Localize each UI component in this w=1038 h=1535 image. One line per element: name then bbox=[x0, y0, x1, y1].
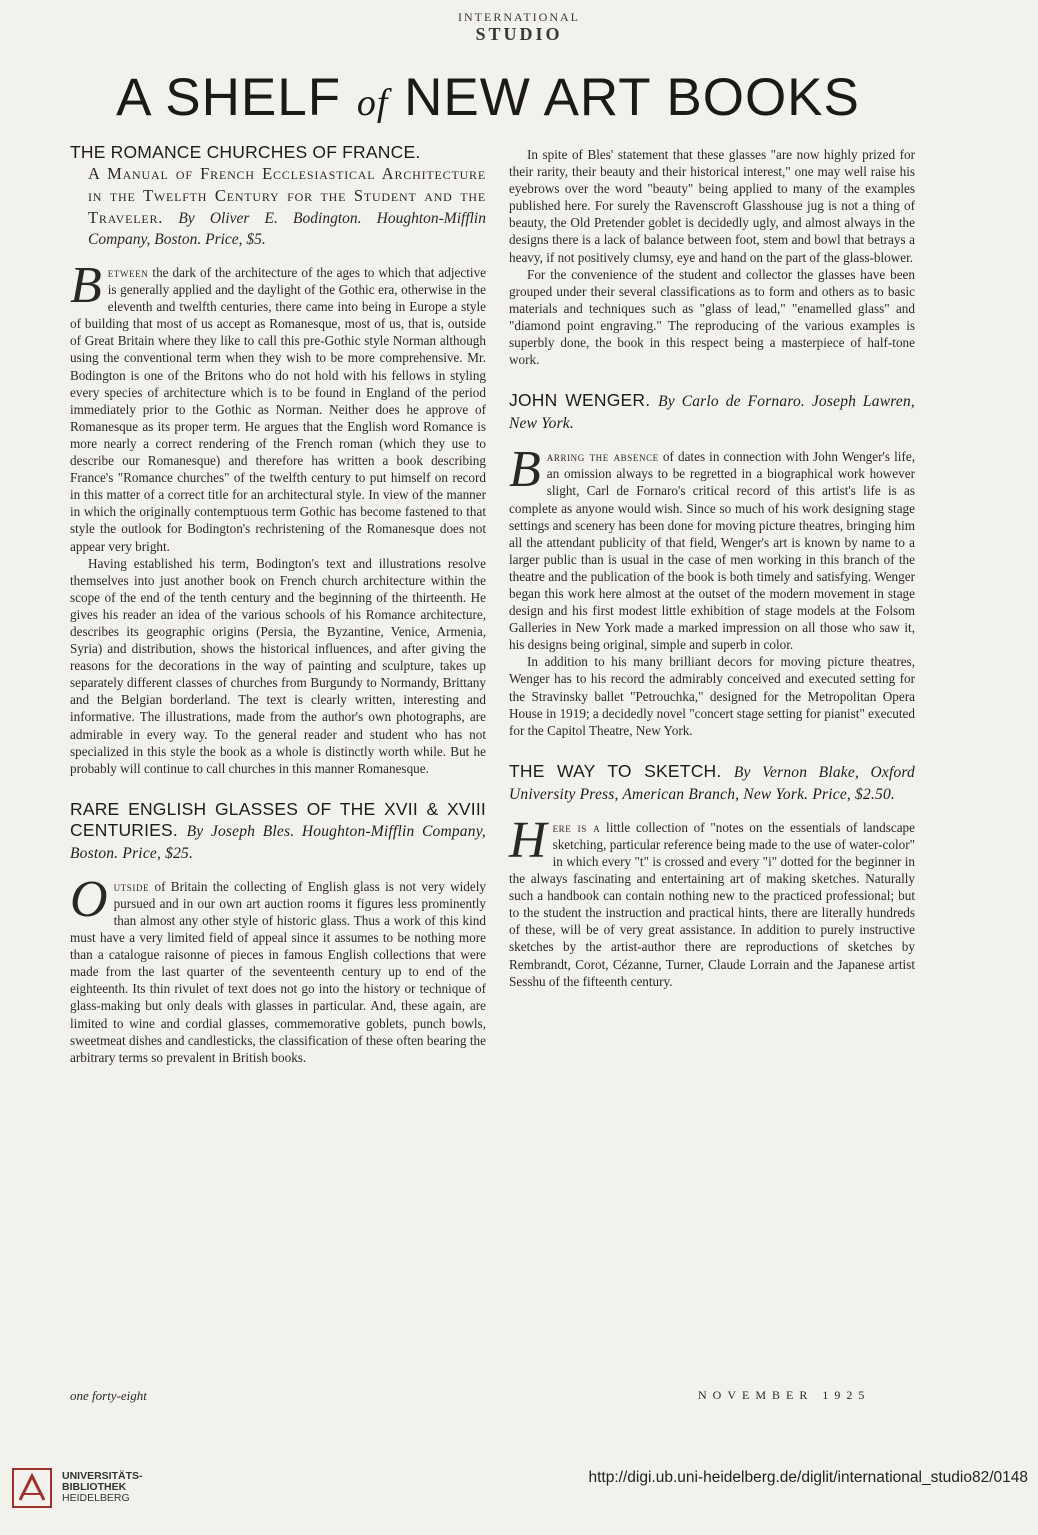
title-of: of bbox=[356, 82, 389, 124]
title-part2: NEW ART BOOKS bbox=[404, 68, 860, 127]
masthead-line1: INTERNATIONAL bbox=[458, 10, 580, 24]
title-part1: A SHELF bbox=[116, 68, 342, 127]
review3-heading: JOHN WENGER. By Carlo de Fornaro. Joseph Lawren, New York. bbox=[509, 390, 915, 433]
review2-byline: By Joseph Bles. Houghton-Mifflin Company, Boston. Price, $25. bbox=[70, 822, 487, 862]
review1-heading: THE ROMANCE CHURCHES OF FRANCE. bbox=[70, 142, 421, 162]
review4-heading: THE WAY TO SKETCH. By Vernon Blake, Oxford University Press, American Branch, New York. Price, $2.50. bbox=[509, 760, 916, 803]
page-number: one forty-eight bbox=[70, 1388, 147, 1403]
review4-byline: By Vernon Blake, Oxford University Press, American Branch, New York. Price, $2.50. bbox=[509, 763, 916, 803]
masthead bbox=[0, 10, 1038, 44]
review3-paragraph1: Barring the absence of dates in connection with John Wenger's life, an omission always to be regretted in a biographical work however slight, Carl de Fornaro's critical record of this artist's life is as complete as anyone would wish. Since so much of his work designing stage settings and scenery has been done for moving picture theatres, bringing him all the attendant publicity of that field, Wenger's art is known by name to a larger public than is usual in the case of men working in this branch of the theatre and the publication of the book is both timely and satisfying. Wenger began this work here almost at the outset of the modern movement in stage design and his first modest little exhibition of stage models at the Folsom Galleries in New York made a marked impression on all those who saw it, his designs being original, simple and superb in color. bbox=[509, 441, 915, 653]
review2-paragraph1: Outside of Britain the collecting of English glass is not very widely pursued and in our own art auction rooms it figures less prominently than almost any other style of historic glass. Thus a work of this kind must have a very limited field of appeal since it assumes to be nothing more than a catalogue raisonne of pieces in famous English collections that were made from the last quarter of the seventeenth century up to end of the eighteenth. Its thin rivulet of text does not go into the history or technique of glass-making but only deals with glasses in particular. And, these again, are limited to wine and cordial glasses, commemorative goblets, punch bowls, sweetmeat dishes and candlesticks, the classification of these often bearing the arbitrary terms so prevalent in British books. bbox=[70, 870, 487, 1065]
review2-paragraph2: In spite of Bles' statement that these glasses "are now highly prized for their rarity, their beauty and their historical interest," one may well raise his eyebrows over the word "beauty" being applied to many of the examples published here. For surely the Ravenscroft Glasshouse jug is not a thing of beauty, the Old Pretender goblet is decidedly ugly, and almost always in the designs there is a lack of balance between foot, stem and bowl that betrays a heavy, if not positively clumsy, eye and hand on the part of the glass-blower. bbox=[509, 147, 915, 265]
review1-byline: By Oliver E. Bodington. Houghton-Mifflin Company, Boston. Price, $5. bbox=[88, 210, 486, 248]
review4-dropcap: H bbox=[509, 811, 547, 869]
library-name: UNIVERSITÄTS- BIBLIOTHEK HEIDELBERG bbox=[62, 1470, 143, 1504]
review2-dropcap: O bbox=[70, 870, 108, 928]
right-column bbox=[509, 146, 915, 990]
left-column bbox=[70, 142, 486, 1066]
review1-paragraph2: Having established his term, Bodington's text and illustrations resolve themselves into just another book on French church architecture within the scope of the end of the tenth century and the beginning of the thirteenth. He gives his reader an idea of the various schools of his Romance architecture, describes its geographic origins (Persia, the Byzantine, Venice, Armenia, Syria) and distribution, shows the historical influences, and after giving the reasons for the decorations in the way of painting and sculpture, takes up separately different classes of churches from Burgundy to Normandy, Brittany and the Belgian borderland. The text is clearly written, interesting and informative. The illustrations, made from the author's own photographs, are admirable in every way. To the general reader and student who has not specialized in this style the book as a whole is distinctly worth while. But he probably will continue to call churches in this manner Romanesque. bbox=[70, 555, 486, 776]
review1-dropcap: B bbox=[70, 257, 102, 314]
review3-paragraph2: In addition to his many brilliant decors for moving picture theatres, Wenger has to his record the admirably conceived and executed setting for the Stravinsky ballet "Petrouchka," designed for the Metropolitan Opera House in 1919; a decidedly novel "concert stage setting for pianist" executed for the Capitol Theatre, New York. bbox=[509, 654, 915, 738]
library-logo bbox=[12, 1468, 192, 1518]
review1-paragraph1: Between the dark of the architecture of the ages to which that adjective is generally applied and the daylight of the Gothic era, otherwise in the eleventh and twelfth centuries, there came into being in Europe a style of building that most of us accept as Romanesque, most of us, that is, outside of Great Britain where they like to call this pre-Gothic style Norman although using the conventional term when they wish to be more comprehensive. Mr. Bodington is one of the Britons who do not hold with his fellows in styling every species of architecture which is to be found in England of the period immediately prior to the Gothic as Norman. Neither does he approve of Romanesque as its proper term. He argues that the English word Romance is more nearly a correct rendering of the French roman (which they use to describe our Romanesque) and therefore has written a book describing France's "Romance churches" of the twelfth century to put himself on record in this matter of a correct title for an architectural style. In view of the manner in which the originally contemptuous term Gothic has become fastened to that style the outlook for Bodington's rechristening of the Romanesque does not appear very bright. bbox=[70, 257, 487, 554]
review2-paragraph3: For the convenience of the student and collector the glasses have been grouped under their several classifications as to form and others as to basic materials and techniques such as "glass of lead," "enamelled glass" and "diamond point engraving." The reproducing of the various examples is superbly done, the book in this respect being a masterpiece of half-tone work. bbox=[509, 266, 915, 368]
review1-subtitle: A Manual of French Ecclesiastical Architecture in the Twelfth Century for the Student and the Traveler. By Oliver E. Bodington. Houghton-Mifflin Company, Boston. Price, $5. bbox=[88, 164, 486, 248]
masthead-line2: STUDIO bbox=[475, 24, 563, 44]
issue-date: NOVEMBER 1925 bbox=[698, 1388, 871, 1402]
review3-byline: By Carlo de Fornaro. Joseph Lawren, New York. bbox=[509, 393, 915, 433]
review3-dropcap: B bbox=[509, 441, 541, 499]
review4-paragraph1: Here is a little collection of "notes on the essentials of landscape sketching, particular reference being made to the use of water-color" in which every "t" is crossed and every "i" dotted for the beginner in the always fascinating and entertaining art of making sketches. Naturally such a handbook can contain nothing new to the practiced professional; but to the student the instruction and practical hints, there are literally hundreds of these, will be of very great assistance. In addition to purely instructive sketches by the artist-author there are reproductions of sketches by Rembrandt, Corot, Cézanne, Turner, Claude Lorrain and the Japanese artist Sesshu of the fifteenth century. bbox=[509, 811, 915, 989]
page-title bbox=[58, 68, 918, 133]
source-url[interactable]: http://digi.ub.uni-heidelberg.de/diglit/international_studio82/0148 bbox=[588, 1469, 1028, 1486]
review2-heading: RARE ENGLISH GLASSES OF THE XVII & XVIII CENTURIES. By Joseph Bles. Houghton-Mifflin Company, Boston. Price, $25. bbox=[70, 798, 487, 862]
library-logo-icon bbox=[12, 1468, 52, 1508]
